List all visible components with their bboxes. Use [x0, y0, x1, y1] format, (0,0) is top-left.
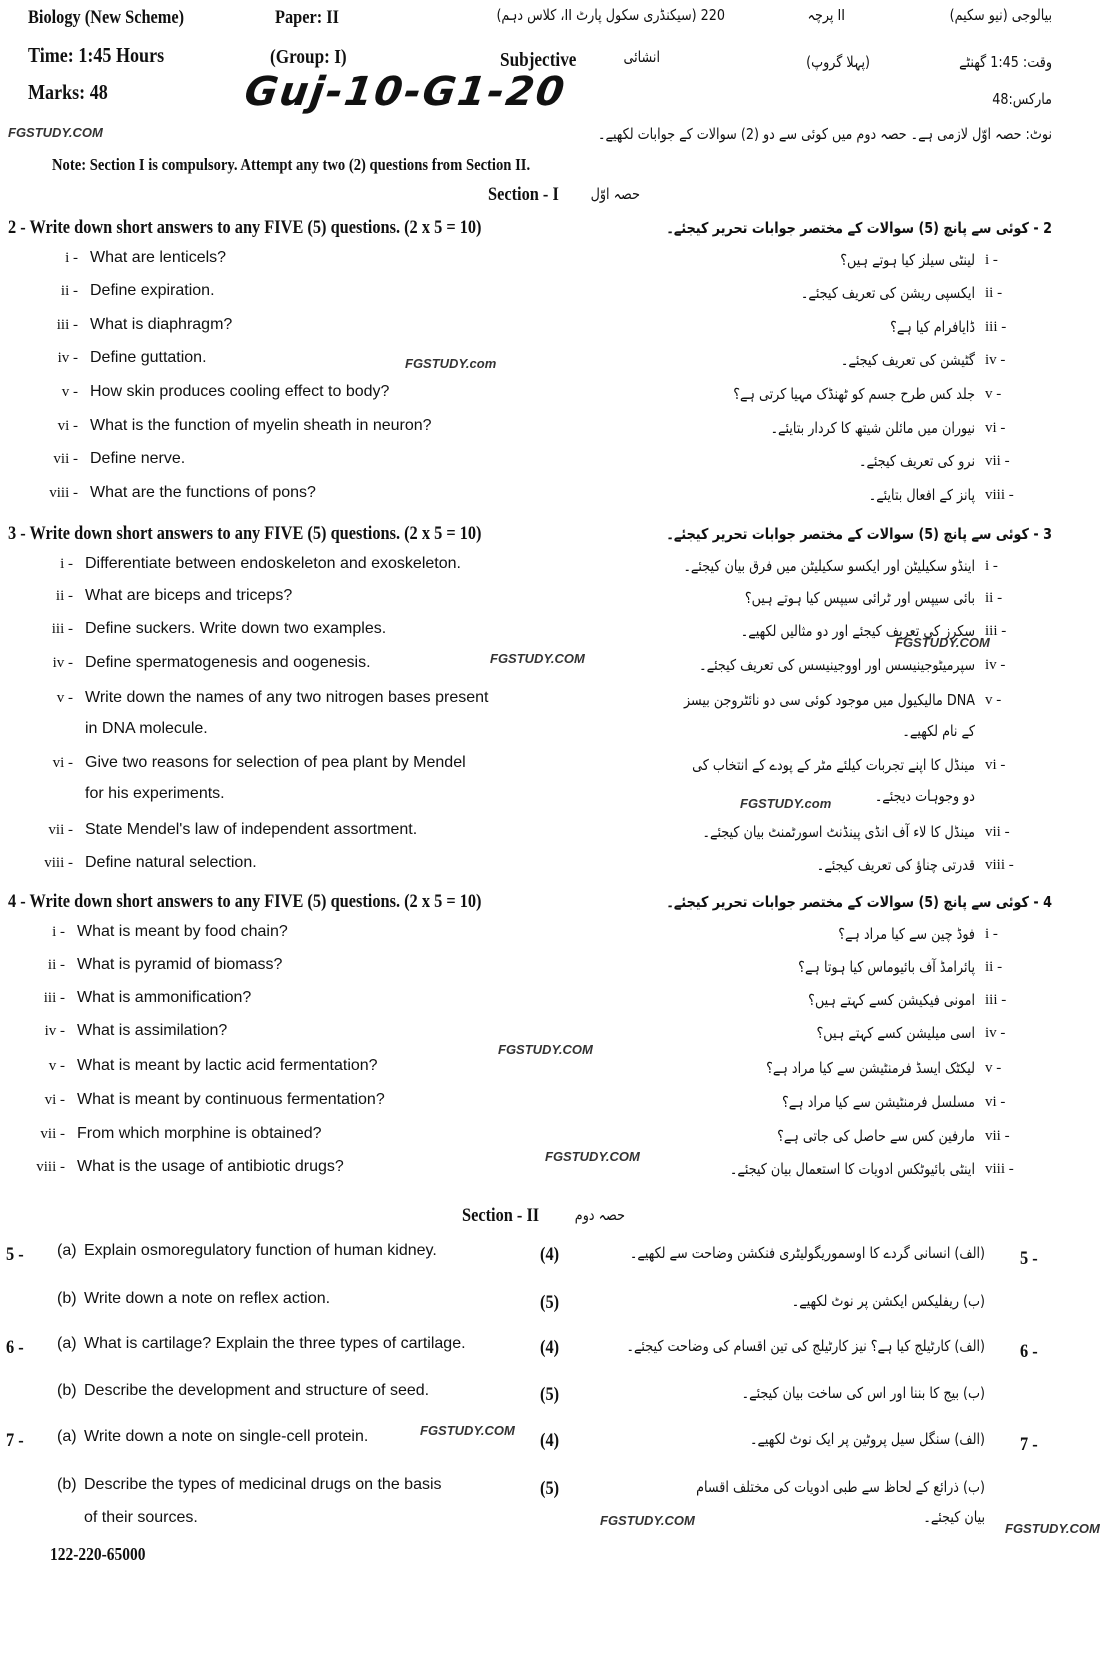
item-number-ur: vi - [985, 1094, 1006, 1110]
question-text-ur: (ب) بیج کا بننا اور اس کی ساخت بیان کیجئے۔ [741, 1384, 985, 1402]
subject-ur: بیالوجی (نیو سکیم) [949, 6, 1052, 24]
item-number: v - [61, 384, 78, 400]
time-ur: وقت: 1:45 گھنٹے [959, 53, 1052, 71]
item-number: vii - [53, 451, 78, 467]
item-number: iv - [57, 350, 78, 366]
question-text-ur: مینڈل کا اپنے تجربات کیلئے مٹر کے پودے کے انتخاب کی [692, 756, 975, 774]
section-1-title-ur: حصہ اوّل [590, 185, 640, 203]
item-number: ii - [55, 588, 73, 604]
marks-en: Marks: 48 [28, 80, 108, 104]
question-text: What is meant by continuous fermentation? [77, 1091, 385, 1108]
item-number: v - [48, 1058, 65, 1074]
watermark: FGSTUDY.COM [1005, 1521, 1100, 1536]
question-text: From which morphine is obtained? [77, 1125, 322, 1142]
question-text-ur: ڈایافرام کیا ہے؟ [890, 318, 975, 336]
question-text: What is meant by lactic acid fermentation? [77, 1057, 378, 1074]
item-number-ur: v - [985, 386, 1002, 402]
item-number-ur: v - [985, 692, 1002, 708]
item-number-ur: iii - [985, 992, 1007, 1008]
marks: (4) [540, 1244, 560, 1265]
item-number-ur: iv - [985, 657, 1006, 673]
item-number: i - [52, 924, 65, 940]
question-text: What are lenticels? [90, 249, 227, 266]
watermark: FGSTUDY.COM [600, 1513, 695, 1528]
paper-en: Paper: II [275, 7, 339, 28]
item-number: i - [60, 556, 73, 572]
question-text-ur: مینڈل کا لاء آف انڈی پینڈنٹ اسورٹمنٹ بیان کیجئے۔ [702, 823, 975, 841]
question-text: What is the usage of antibiotic drugs? [77, 1158, 344, 1175]
watermark: FGSTUDY.COM [545, 1149, 640, 1164]
question-text-line2: for his experiments. [85, 785, 225, 802]
handwritten-code: Guj-10-G1-20 [241, 69, 570, 115]
question-text: Write down a note on single-cell protein. [84, 1428, 369, 1445]
item-number: ii - [60, 283, 78, 299]
item-number-ur: vii - [985, 453, 1010, 469]
question-text: Write down the names of any two nitrogen bases present [85, 689, 489, 706]
marks-ur: مارکس:48 [992, 90, 1052, 108]
question-text-ur: اسی میلیشن کسے کہتے ہیں؟ [816, 1024, 975, 1042]
question-text-ur: مسلسل فرمنٹیشن سے کیا مراد ہے؟ [781, 1093, 975, 1111]
item-number-ur: iv - [985, 352, 1006, 368]
question-text: What is meant by food chain? [77, 923, 288, 940]
item-number-ur: viii - [985, 487, 1014, 503]
item-number-ur: vi - [985, 420, 1006, 436]
question-text-ur: (الف) سنگل سیل پروٹین پر ایک نوٹ لکھیے۔ [749, 1430, 985, 1448]
question-text: Define expiration. [90, 282, 215, 299]
item-number: vi - [57, 418, 78, 434]
item-number-ur: ii - [985, 285, 1003, 301]
item-number: vii - [40, 1126, 65, 1142]
part-label: (b) [57, 1382, 77, 1399]
question-text-ur: قدرتی چناؤ کی تعریف کیجئے۔ [816, 856, 975, 874]
question-text-ur: (الف) انسانی گردے کا اوسموریگولیٹری فنکشن وضاحت سے لکھیے۔ [629, 1244, 985, 1262]
item-number: vii - [48, 822, 73, 838]
subject-en: Biology (New Scheme) [28, 7, 185, 28]
question-text: Define nerve. [90, 450, 186, 467]
item-number: iii - [51, 621, 73, 637]
item-number-ur: v - [985, 1060, 1002, 1076]
question-text: What are the functions of pons? [90, 484, 316, 501]
type-en: Subjective [500, 49, 577, 71]
question-text-ur: لینٹی سیلز کیا ہوتے ہیں؟ [840, 251, 975, 269]
part-label: (a) [57, 1335, 77, 1352]
item-number: iii - [56, 317, 78, 333]
watermark: FGSTUDY.COM [490, 651, 585, 666]
question-text-ur: بائی سیپس اور ٹرائی سیپس کیا ہوتے ہیں؟ [744, 589, 975, 607]
question-number: 5 - [6, 1244, 24, 1265]
question-text: Explain osmoregulatory function of human kidney. [84, 1242, 437, 1259]
watermark: FGSTUDY.COM [498, 1042, 593, 1057]
item-number-ur: iii - [985, 319, 1007, 335]
part-label: (b) [57, 1290, 77, 1307]
item-number: iii - [43, 990, 65, 1006]
question-text: What is cartilage? Explain the three types of cartilage. [84, 1335, 466, 1352]
item-number-ur: vii - [985, 1128, 1010, 1144]
question-heading: 3 - Write down short answers to any FIVE (5) questions. (2 x 5 = 10) [8, 523, 482, 544]
question-text: Define suckers. Write down two examples. [85, 620, 387, 637]
paper-ur: II پرچہ [807, 6, 845, 24]
watermark: FGSTUDY.com [740, 796, 832, 811]
question-text-ur: (ب) ریفلیکس ایکشن پر نوٹ لکھیے۔ [791, 1292, 985, 1310]
marks: (5) [540, 1384, 560, 1405]
part-label: (a) [57, 1242, 77, 1259]
question-text-ur: نرو کی تعریف کیجئے۔ [858, 452, 975, 470]
item-number-ur: vi - [985, 757, 1006, 773]
question-text-ur-line2: دو وجوہات دیجئے۔ [874, 787, 975, 805]
question-number-ur: 6 - [1020, 1341, 1038, 1362]
item-number: viii - [36, 1159, 65, 1175]
question-text-ur: پائرامڈ آف بائیوماس کیا ہوتا ہے؟ [798, 958, 975, 976]
footer-code: 122-220-65000 [50, 1544, 146, 1564]
marks: (5) [540, 1478, 560, 1499]
question-text-ur: گٹیشن کی تعریف کیجئے۔ [840, 351, 975, 369]
question-text: What is assimilation? [77, 1022, 228, 1039]
section-2-title-ur: حصہ دوم [574, 1206, 625, 1224]
item-number: vi - [52, 755, 73, 771]
question-text-ur: (ب) ذرائع کے لحاظ سے طبی ادویات کی مختلف اقسام [696, 1478, 985, 1496]
question-text-line2: in DNA molecule. [85, 720, 208, 737]
group-en: (Group: I) [270, 46, 347, 68]
question-text-ur: DNA مالیکیول میں موجود کوئی سی دو نائٹروجن بیسز [683, 691, 975, 709]
question-text: How skin produces cooling effect to body? [90, 383, 390, 400]
note-en: Note: Section I is compulsory. Attempt any two (2) questions from Section II. [52, 155, 531, 174]
question-number-ur: 7 - [1020, 1434, 1038, 1455]
item-number-ur: i - [985, 926, 998, 942]
question-text-ur: (الف) کارٹیلج کیا ہے؟ نیز کارٹیلج کی تین اقسام کی وضاحت کیجئے۔ [626, 1337, 985, 1355]
question-text-ur: نیوران میں مائلن شیتھ کا کردار بتایئے۔ [770, 419, 975, 437]
item-number-ur: i - [985, 252, 998, 268]
question-text: What is the function of myelin sheath in neuron? [90, 417, 432, 434]
item-number: ii - [47, 957, 65, 973]
marks: (4) [540, 1337, 560, 1358]
question-text: Describe the development and structure of seed. [84, 1382, 430, 1399]
type-ur: انشائی [623, 48, 660, 66]
question-text-ur: ایکسپی ریشن کی تعریف کیجئے۔ [800, 284, 975, 302]
item-number-ur: i - [985, 558, 998, 574]
question-text: What is ammonification? [77, 989, 252, 1006]
part-label: (a) [57, 1428, 77, 1445]
note-ur: نوٹ: حصہ اوّل لازمی ہے۔ حصہ دوم میں کوئی سے دو (2) سوالات کے جوابات لکھیے۔ [598, 125, 1052, 143]
item-number-ur: viii - [985, 1161, 1014, 1177]
group-ur: (پہلا گروپ) [806, 53, 870, 71]
question-text-ur: اینڈو سکیلیٹن اور ایکسو سکیلیٹن میں فرق بیان کیجئے۔ [683, 557, 975, 575]
item-number: viii - [49, 485, 78, 501]
item-number-ur: ii - [985, 590, 1003, 606]
watermark: FGSTUDY.COM [895, 635, 990, 650]
question-text: Describe the types of medicinal drugs on the basis [84, 1476, 442, 1493]
item-number: viii - [44, 855, 73, 871]
question-text: Define spermatogenesis and oogenesis. [85, 654, 371, 671]
watermark: FGSTUDY.COM [420, 1423, 515, 1438]
question-text-ur: فوڈ چین سے کیا مراد ہے؟ [838, 925, 975, 943]
question-text-line2: of their sources. [84, 1509, 198, 1526]
item-number: iv - [52, 655, 73, 671]
question-text: State Mendel's law of independent assortment. [85, 821, 418, 838]
part-label: (b) [57, 1476, 77, 1493]
question-number: 6 - [6, 1337, 24, 1358]
watermark: FGSTUDY.COM [8, 125, 103, 140]
watermark: FGSTUDY.com [405, 356, 497, 371]
question-text-ur: جلد کس طرح جسم کو ٹھنڈک مہیا کرتی ہے؟ [733, 385, 975, 403]
question-heading-ur: 2 - کوئی سے پانچ (5) سوالات کے مختصر جوابات تحریر کیجئے۔ [666, 219, 1052, 237]
question-text: Write down a note on reflex action. [84, 1290, 331, 1307]
question-heading: 2 - Write down short answers to any FIVE (5) questions. (2 x 5 = 10) [8, 217, 482, 238]
question-text-ur: مارفین کس سے حاصل کی جاتی ہے؟ [777, 1127, 975, 1145]
marks: (4) [540, 1430, 560, 1451]
question-text: Give two reasons for selection of pea plant by Mendel [85, 754, 466, 771]
question-text: What is pyramid of biomass? [77, 956, 283, 973]
question-text-ur: اینٹی بائیوٹکس ادویات کا استعمال بیان کیجئے۔ [729, 1160, 975, 1178]
item-number-ur: ii - [985, 959, 1003, 975]
item-number-ur: viii - [985, 857, 1014, 873]
question-heading-ur: 3 - کوئی سے پانچ (5) سوالات کے مختصر جوابات تحریر کیجئے۔ [666, 525, 1052, 543]
question-heading-ur: 4 - کوئی سے پانچ (5) سوالات کے مختصر جوابات تحریر کیجئے۔ [666, 893, 1052, 911]
question-text-ur: سپرمیٹوجینیسس اور اووجینیسس کی تعریف کیجئے۔ [699, 656, 975, 674]
question-text: What is diaphragm? [90, 316, 233, 333]
code-ur: 220 (سیکنڈری سکول پارٹ II، کلاس دہم) [496, 6, 725, 24]
item-number-ur: iv - [985, 1025, 1006, 1041]
question-text-ur-line2: بیان کیجئے۔ [923, 1508, 985, 1526]
question-text: Define natural selection. [85, 854, 257, 871]
question-text: What are biceps and triceps? [85, 587, 293, 604]
section-2-title: Section - II [462, 1205, 540, 1226]
item-number-ur: iii - [985, 623, 1007, 639]
item-number: iv - [44, 1023, 65, 1039]
question-number: 7 - [6, 1430, 24, 1451]
item-number-ur: vii - [985, 824, 1010, 840]
question-number-ur: 5 - [1020, 1248, 1038, 1269]
item-number: v - [56, 690, 73, 706]
question-text: Define guttation. [90, 349, 207, 366]
question-text-ur: سکرز کی تعریف کیجئے اور دو مثالیں لکھیے۔ [740, 622, 975, 640]
question-text-ur: پانز کے افعال بتایئے۔ [868, 486, 975, 504]
question-text: Differentiate between endoskeleton and exoskeleton. [85, 555, 461, 572]
question-text-ur: امونی فیکیشن کسے کہتے ہیں؟ [808, 991, 975, 1009]
question-text-ur: لیکٹک ایسڈ فرمنٹیشن سے کیا مراد ہے؟ [766, 1059, 975, 1077]
item-number: vi - [44, 1092, 65, 1108]
question-heading: 4 - Write down short answers to any FIVE (5) questions. (2 x 5 = 10) [8, 891, 482, 912]
marks: (5) [540, 1292, 560, 1313]
question-text-ur-line2: کے نام لکھیے۔ [902, 722, 975, 740]
section-1-title: Section - I [488, 184, 559, 205]
time-en: Time: 1:45 Hours [28, 43, 165, 67]
item-number: i - [65, 250, 78, 266]
